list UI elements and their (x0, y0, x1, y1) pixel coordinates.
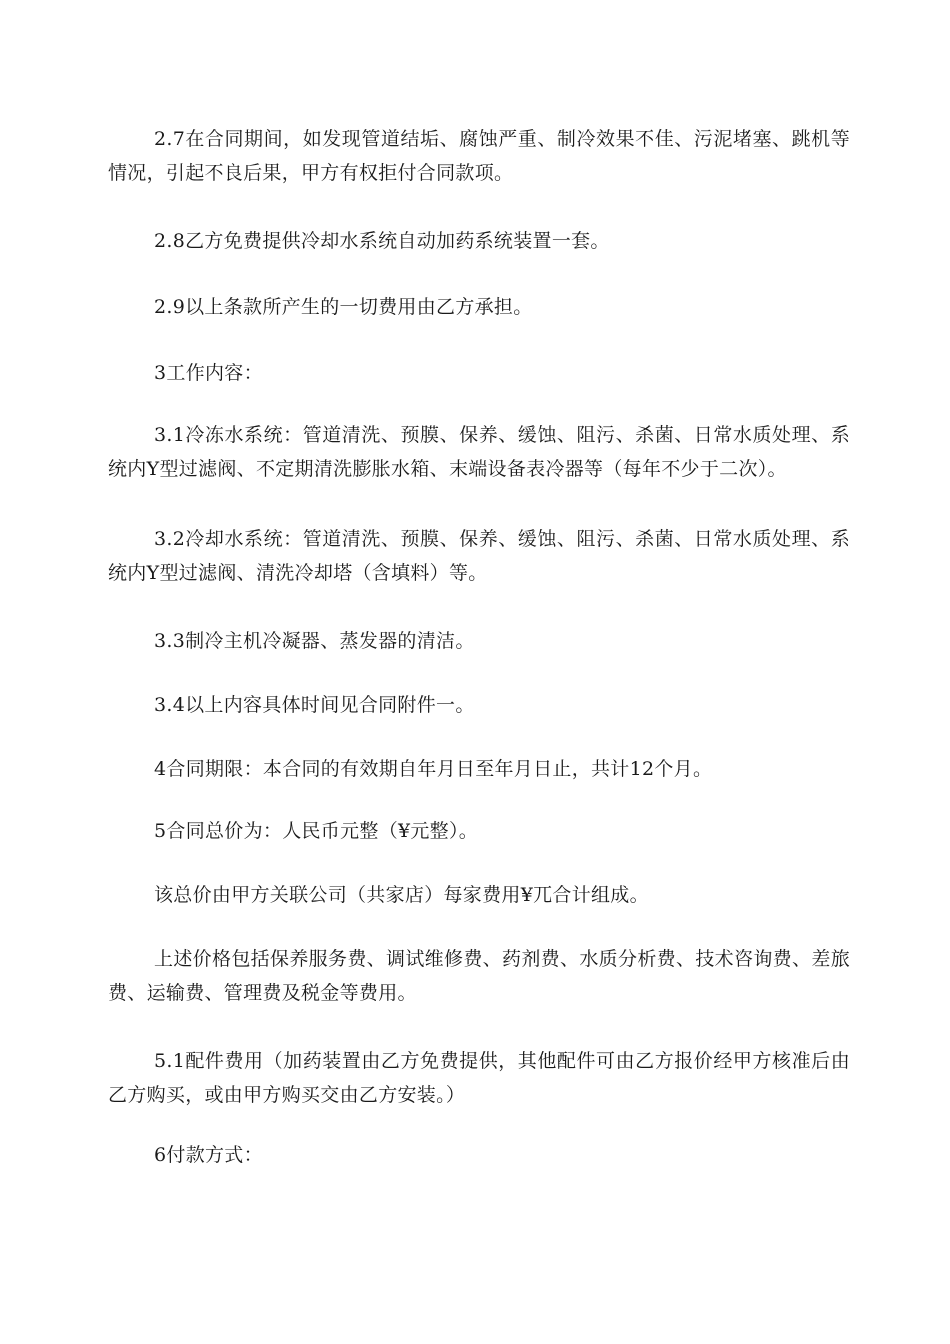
clause-3-3: 3.3制冷主机冷凝器、蒸发器的清洁。 (154, 630, 475, 652)
clause-2-7: 2.7在合同期间，如发现管道结垢、腐蚀严重、制冷效果不佳、污泥堵塞、跳机等情况，引起不良后果，甲方有权拒付合同款项。 (108, 128, 850, 184)
price-inclusions: 上述价格包括保养服务费、调试维修费、药剂费、水质分析费、技术咨询费、差旅费、运输费、管理费及税金等费用。 (108, 948, 850, 1004)
clause-2-9: 2.9以上条款所产生的一切费用由乙方承担。 (154, 296, 533, 318)
price-composition: 该总价由甲方关联公司（共家店）每家费用¥兀合计组成。 (154, 884, 649, 906)
section-6-payment-heading: 6付款方式： (154, 1144, 263, 1166)
clause-3-1: 3.1冷冻水系统：管道清洗、预膜、保养、缓蚀、阻污、杀菌、日常水质处理、系统内Y型过滤阀、不定期清洗膨胀水箱、末端设备表冷器等（每年不少于二次）。 (108, 424, 850, 480)
clause-3-2: 3.2冷却水系统：管道清洗、预膜、保养、缓蚀、阻污、杀菌、日常水质处理、系统内Y型过滤阀、清洗冷却塔（含填料）等。 (108, 528, 850, 584)
section-3-heading: 3工作内容： (154, 362, 263, 384)
clause-5-1: 5.1配件费用（加药装置由乙方免费提供，其他配件可由乙方报价经甲方核准后由乙方购买，或由甲方购买交由乙方安装。） (108, 1050, 850, 1106)
clause-3-4: 3.4以上内容具体时间见合同附件一。 (154, 694, 475, 716)
clause-2-8: 2.8乙方免费提供冷却水系统自动加药系统装置一套。 (154, 230, 610, 252)
section-4-term: 4合同期限：本合同的有效期自年月日至年月日止，共计12个月。 (154, 758, 713, 780)
section-5-total-price: 5合同总价为：人民币元整（¥元整）。 (154, 820, 479, 842)
